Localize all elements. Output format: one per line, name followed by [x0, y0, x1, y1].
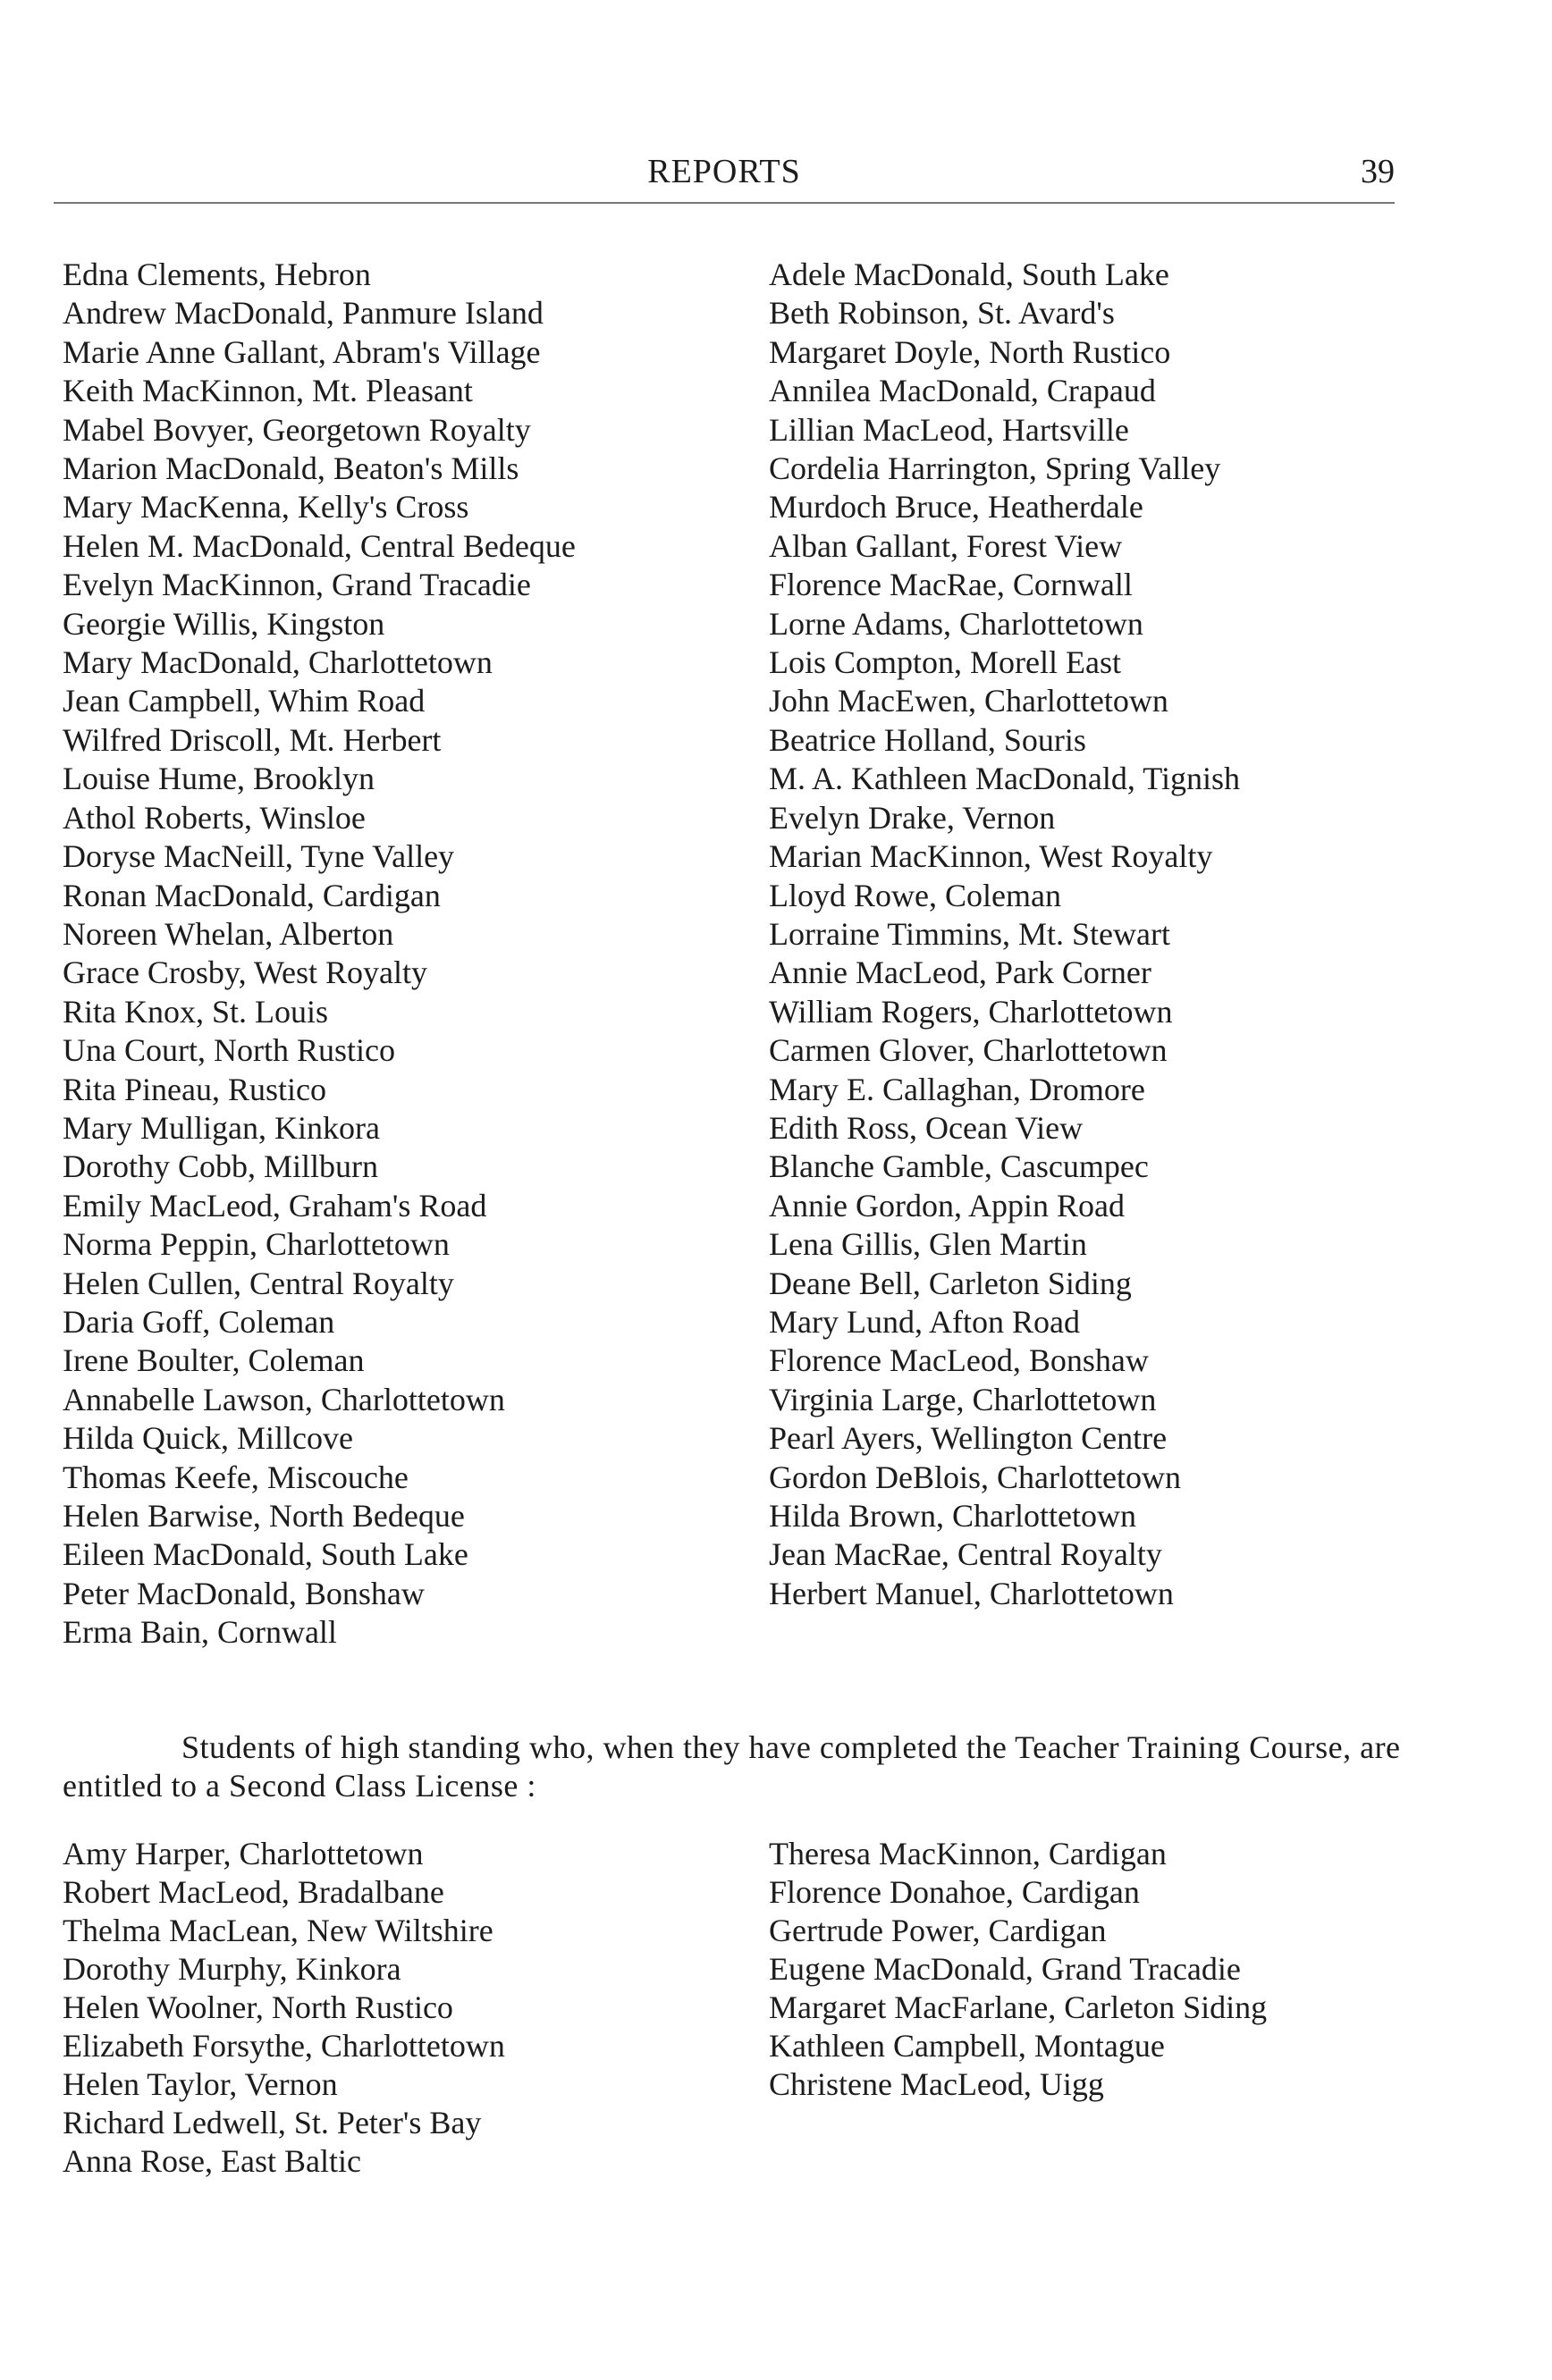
- list-item: Edith Ross, Ocean View: [769, 1109, 1084, 1146]
- list-item: Helen M. MacDonald, Central Bedeque: [63, 527, 576, 564]
- list-item: Beth Robinson, St. Avard's: [769, 295, 1115, 332]
- list-item: Erma Bain, Cornwall: [63, 1614, 337, 1651]
- list-item: Helen Woolner, North Rustico: [63, 1989, 453, 2025]
- list-item: Grace Crosby, West Royalty: [63, 955, 428, 991]
- list-item: Cordelia Harrington, Spring Valley: [769, 450, 1221, 487]
- list-item: Evelyn MacKinnon, Grand Tracadie: [63, 567, 531, 603]
- list-item: Virginia Large, Charlottetown: [769, 1381, 1157, 1417]
- list-item: Mary Lund, Afton Road: [769, 1303, 1080, 1340]
- list-item: Anna Rose, East Baltic: [63, 2143, 361, 2179]
- list-item: Jean MacRae, Central Royalty: [769, 1536, 1162, 1573]
- list-item: Alban Gallant, Forest View: [769, 527, 1123, 564]
- list-item: Annilea MacDonald, Crapaud: [769, 373, 1156, 409]
- page-number: 39: [1361, 153, 1395, 190]
- list-item: M. A. Kathleen MacDonald, Tignish: [769, 761, 1240, 797]
- list-item: Lois Compton, Morell East: [769, 644, 1121, 681]
- list-item: Deane Bell, Carleton Siding: [769, 1265, 1132, 1301]
- list-item: Margaret MacFarlane, Carleton Siding: [769, 1989, 1268, 2025]
- list-item: Mabel Bovyer, Georgetown Royalty: [63, 411, 531, 448]
- list-item: Margaret Doyle, North Rustico: [769, 333, 1171, 370]
- list-item: Hilda Brown, Charlottetown: [769, 1498, 1136, 1534]
- license-list-left-column: [63, 1835, 769, 2181]
- list-item: Rita Pineau, Rustico: [63, 1071, 326, 1107]
- list-item: Lillian MacLeod, Hartsville: [769, 411, 1129, 448]
- list-item: Lorne Adams, Charlottetown: [769, 605, 1143, 642]
- list-item: Thelma MacLean, New Wiltshire: [63, 1913, 493, 1948]
- list-item: Robert MacLeod, Bradalbane: [63, 1874, 444, 1910]
- list-item: Marion MacDonald, Beaton's Mills: [63, 450, 519, 487]
- list-item: Marie Anne Gallant, Abram's Village: [63, 333, 541, 370]
- list-item: Thomas Keefe, Miscouche: [63, 1459, 409, 1495]
- license-list-right-column: [769, 1835, 1538, 2104]
- list-item: Herbert Manuel, Charlottetown: [769, 1575, 1174, 1611]
- list-item: Lloyd Rowe, Coleman: [769, 877, 1061, 913]
- list-item: Helen Cullen, Central Royalty: [63, 1265, 454, 1301]
- page-header: [54, 152, 1395, 206]
- list-item: Dorothy Cobb, Millburn: [63, 1148, 379, 1185]
- list-item: Hilda Quick, Millcove: [63, 1420, 353, 1457]
- list-item: Mary Mulligan, Kinkora: [63, 1109, 380, 1146]
- second-class-license-list-section: [0, 1835, 1552, 2210]
- list-item: Mary MacDonald, Charlottetown: [63, 644, 493, 681]
- list-item: Amy Harper, Charlottetown: [63, 1836, 424, 1871]
- student-list-left-column: [63, 256, 769, 1653]
- list-item: Annie MacLeod, Park Corner: [769, 955, 1151, 991]
- list-item: Annabelle Lawson, Charlottetown: [63, 1381, 505, 1417]
- list-item: Richard Ledwell, St. Peter's Bay: [63, 2105, 482, 2140]
- header-rule: [54, 202, 1395, 204]
- list-item: Blanche Gamble, Cascumpec: [769, 1148, 1149, 1185]
- list-item: Gertrude Power, Cardigan: [769, 1913, 1107, 1948]
- list-item: Ronan MacDonald, Cardigan: [63, 877, 441, 913]
- student-list-right-column: [769, 256, 1538, 1613]
- list-item: Mary MacKenna, Kelly's Cross: [63, 489, 469, 526]
- list-item: Norma Peppin, Charlottetown: [63, 1226, 450, 1263]
- list-item: Florence MacLeod, Bonshaw: [769, 1342, 1149, 1379]
- list-item: Annie Gordon, Appin Road: [769, 1187, 1125, 1224]
- list-item: Eugene MacDonald, Grand Tracadie: [769, 1951, 1241, 1987]
- list-item: Lena Gillis, Glen Martin: [769, 1226, 1087, 1263]
- list-item: Lorraine Timmins, Mt. Stewart: [769, 915, 1170, 952]
- list-item: Edna Clements, Hebron: [63, 257, 371, 292]
- list-item: Daria Goff, Coleman: [63, 1303, 335, 1340]
- list-item: Noreen Whelan, Alberton: [63, 915, 394, 952]
- list-item: Eileen MacDonald, South Lake: [63, 1536, 468, 1573]
- list-item: Florence MacRae, Cornwall: [769, 567, 1133, 603]
- list-item: Andrew MacDonald, Panmure Island: [63, 295, 544, 332]
- list-item: Jean Campbell, Whim Road: [63, 683, 426, 719]
- list-item: Keith MacKinnon, Mt. Pleasant: [63, 373, 473, 409]
- list-item: Marian MacKinnon, West Royalty: [769, 838, 1213, 875]
- list-item: Mary E. Callaghan, Dromore: [769, 1071, 1145, 1107]
- list-item: Doryse MacNeill, Tyne Valley: [63, 838, 455, 875]
- list-item: Evelyn Drake, Vernon: [769, 799, 1056, 836]
- list-item: Georgie Willis, Kingston: [63, 605, 385, 642]
- list-item: Rita Knox, St. Louis: [63, 993, 329, 1030]
- list-item: Beatrice Holland, Souris: [769, 721, 1086, 758]
- list-item: Pearl Ayers, Wellington Centre: [769, 1420, 1168, 1457]
- list-item: Christene MacLeod, Uigg: [769, 2066, 1104, 2102]
- list-item: Theresa MacKinnon, Cardigan: [769, 1836, 1167, 1871]
- list-item: Helen Barwise, North Bedeque: [63, 1498, 465, 1534]
- list-item: Helen Taylor, Vernon: [63, 2066, 338, 2102]
- list-item: Wilfred Driscoll, Mt. Herbert: [63, 721, 442, 758]
- list-item: Louise Hume, Brooklyn: [63, 761, 375, 797]
- list-item: William Rogers, Charlottetown: [769, 993, 1173, 1030]
- list-item: Emily MacLeod, Graham's Road: [63, 1187, 487, 1224]
- list-item: Athol Roberts, Winsloe: [63, 799, 366, 836]
- list-item: John MacEwen, Charlottetown: [769, 683, 1168, 719]
- list-item: Florence Donahoe, Cardigan: [769, 1874, 1140, 1910]
- list-item: Elizabeth Forsythe, Charlottetown: [63, 2028, 505, 2064]
- list-item: Adele MacDonald, South Lake: [769, 257, 1169, 292]
- list-item: Irene Boulter, Coleman: [63, 1342, 365, 1379]
- list-item: Una Court, North Rustico: [63, 1032, 395, 1069]
- student-list-section: [0, 256, 1552, 1686]
- running-title: REPORTS: [647, 153, 801, 190]
- list-item: Gordon DeBlois, Charlottetown: [769, 1459, 1181, 1495]
- list-item: Murdoch Bruce, Heatherdale: [769, 489, 1143, 526]
- list-item: Kathleen Campbell, Montague: [769, 2028, 1165, 2064]
- list-item: Dorothy Murphy, Kinkora: [63, 1951, 401, 1987]
- second-class-license-notice: Students of high standing who, when they have completed the Teacher Training Course, are entitled to a Second Class License :: [63, 1729, 1401, 1804]
- list-item: Peter MacDonald, Bonshaw: [63, 1575, 425, 1611]
- list-item: Carmen Glover, Charlottetown: [769, 1032, 1168, 1069]
